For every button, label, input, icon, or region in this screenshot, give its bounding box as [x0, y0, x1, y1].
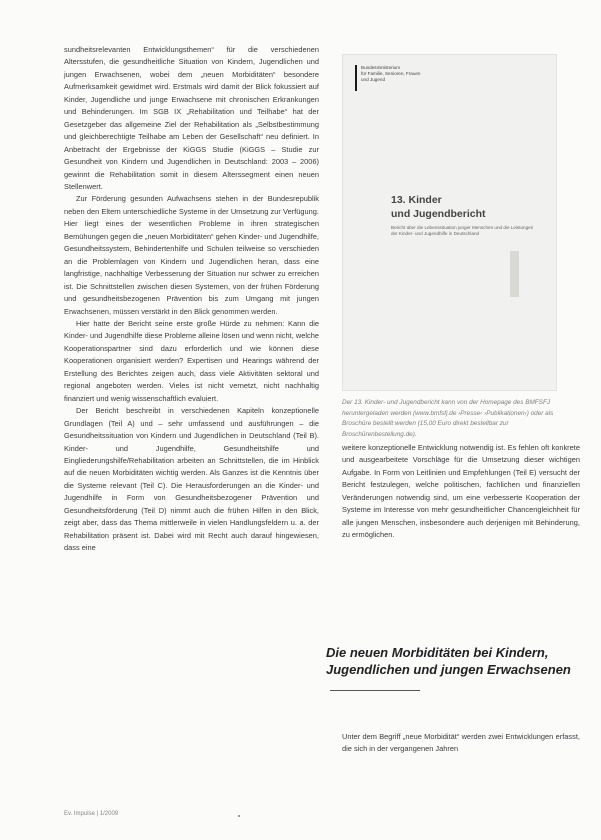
ministry-logo	[355, 65, 421, 91]
cover-title: 13. Kinder und Jugendbericht	[391, 194, 486, 220]
cover-subtitle: Bericht über die Lebenssituation junger Menschen und die Leistungen der Kinder- und Jugendhilfe in Deutschland	[391, 225, 534, 237]
right-column	[342, 442, 580, 542]
paragraph-3: Hier hatte der Bericht seine erste große Hürde zu nehmen: Kann die Kinder- und Jugendhilfe diese Probleme alleine lösen und wenn nicht, welche Kooperationspartner sind dazu erforderlich und wie können diese Kooperationen organisiert werden? Expertisen und Hearings während der Erstellung des Berichtes zeigen auch, dass viele Aktivitäten sektoral und regional angeboten werden. Vieles ist nicht vernetzt, nicht nachhaltig finanziert und wenig wissenschaftlich evaluiert.	[64, 318, 319, 403]
heading-rule	[330, 690, 420, 691]
cover-decoration	[510, 251, 519, 297]
paragraph-1: sundheitsrelevanten Entwicklungsthemen“ für die verschiedenen Altersstufen, die gesundheitliche Situation von Kindern, Jugendlichen und jungen Erwachsenen, wobei dem „neuen Morbiditäten“ besondere Aufmerksamkeit gewidmet wird. Erstmals wird damit der Blick fokussiert auf Kinder, Jugendliche und junge Erwachsene mit chronischen Erkrankungen und Behinderungen. Im SGB IX „Rehabilitation und Teilhabe“ hat der Gesetzgeber das allgemeine Ziel der Rehabilitation als „Selbstbestimmung und gleichberechtigte Teilhabe am Leben der Gesellschaft“ neu definiert. In Anbetracht der Ergebnisse der KiGGS Studie (KiGGS – Studie zur Gesundheit von Kindern und Jugendlichen in Deutschland: 2003 – 2006) gewinnt die Rehabilitation somit in diesem Alterssegment einen neuen Stellenwert.	[64, 45, 319, 191]
report-cover-image	[342, 54, 557, 391]
paragraph-2: Zur Förderung gesunden Aufwachsens stehen in der Bundesrepublik neben den Eltern unterschiedliche Systeme in der Umsetzung zur Verfügung. Hier liegt eines der wesentlichen Probleme in ihren strategischen Bemühungen gegen die „neuen Morbiditäten“ gehen Kinder- und Jugendhilfe, Gesundheitssystem, Behindertenhilfe und Schulen teilweise so verschieden an die Problemlagen von Kindern und Jugendlichen heran, dass eine langfristige, nachhaltige Verbesserung der Situation nur schwer zu erreichen ist. Die Schnittstellen zwischen diesen Systemen, von der frühen Förderung und gesundheitsbezogenen Prävention bis zum Umgang mit jungen Erwachsenen, müssen verstärkt in den Blick genommen werden.	[64, 194, 319, 316]
paragraph-4: Der Bericht beschreibt in verschiedenen Kapiteln konzeptionelle Grundlagen (Teil A) und – sehr umfassend und ausführungen – die Gesundheitssituation von Kindern und Jugendlichen in Deutschland (Teil B). Kinder- und Jugendhilfe, Gesundheitshilfe und Eingliederungshilfe/Rehabilitation arbeiten an Schnittstellen, die im Hinblick auf die neuen Morbiditäten wichtig werden. Als Ganzes ist die Kenntnis über die Systeme relevant (Teil C). Die Herausforderungen an die Kinder- und Jugendhilfe in Form von Gesundheitsbezogener Prävention und Gesundheitsförderung (Teil D) nimmt auch die frühen Hilfen in den Blick, zeigt aber, dass das Thema mittlerweile in vielen Handlungsfeldern u. a. der Rehabilitation präsent ist. Dabei wird mit Recht auch darauf hingewiesen, dass eine	[64, 406, 319, 553]
flag-bar-black	[355, 65, 357, 91]
page-footer: Ev. Impulse | 1/2009	[64, 811, 119, 817]
left-column	[64, 44, 319, 555]
ministry-name: Bundesministerium für Familie, Senioren, Frauen und Jugend	[361, 65, 421, 82]
section-heading-text: Die neuen Morbiditäten bei Kindern, Jugendlichen und jungen Erwachsenen	[326, 645, 571, 677]
section-paragraph: Unter dem Begriff „neue Morbidität“ werden zwei Entwicklungen erfasst, die sich in der vergangenen Jahren	[342, 732, 580, 754]
print-mark	[238, 815, 240, 817]
section-body	[342, 731, 580, 756]
image-caption: Der 13. Kinder- und Jugendbericht kann von der Homepage des BMFSFJ heruntergeladen werden (www.bmfsfj.de ›Presse‹ ›Publikationen‹) oder als Broschüre bestellt werden (15,00 Euro direkt bestellbar zur Broschürenbestellung.de).	[342, 399, 554, 438]
right-paragraph: weitere konzeptionelle Entwicklung notwendig ist. Es fehlen oft konkrete und ausgearbeitete Vorschläge für die Umsetzung dieser wichtigen Aufgabe. In Form von Leitlinien und Empfehlungen (Teil E) versucht der Bericht festzulegen, welche politischen, fachlichen und finanziellen Veränderungen notwendig sind, um eine verbesserte Kooperation der Systeme im Interesse von mehr gesundheitlicher Chancengleichheit für alle jungen Menschen, insbesondere auch derjenigen mit Behinderung, zu ermöglichen.	[342, 443, 580, 540]
section-heading	[326, 644, 584, 695]
